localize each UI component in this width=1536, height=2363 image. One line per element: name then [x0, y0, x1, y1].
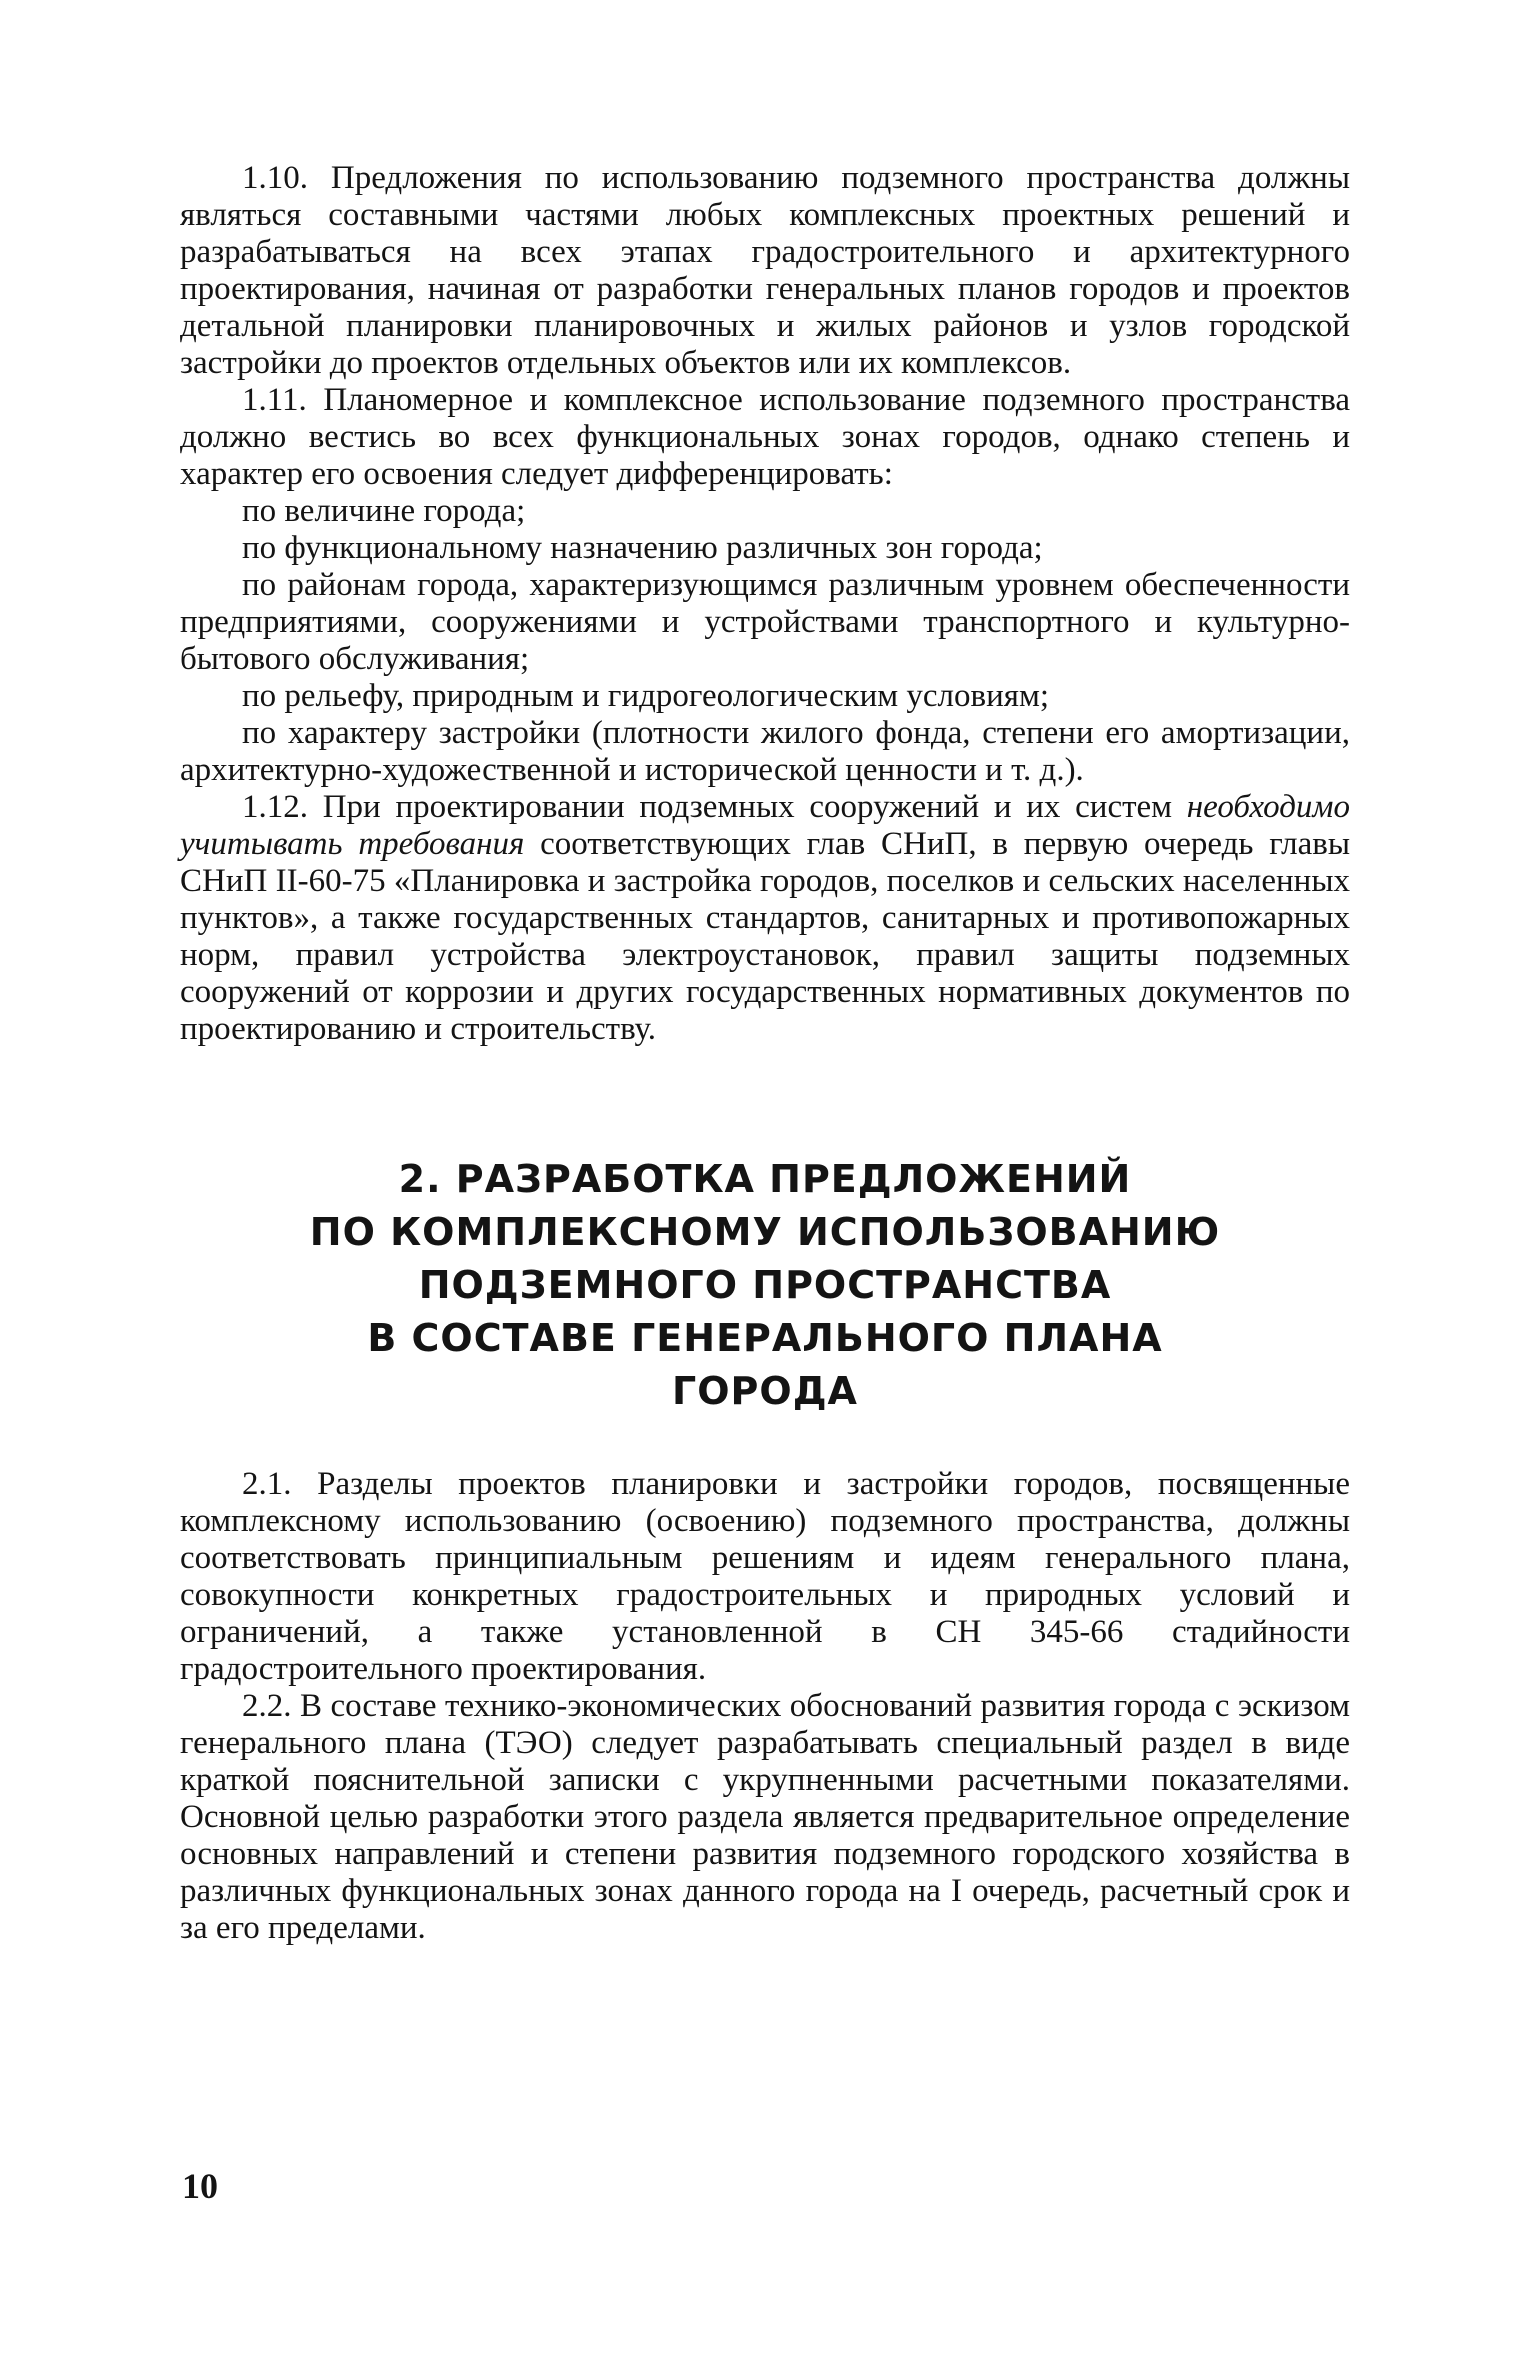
paragraph-1-12-start: 1.12. При проектировании подземных сооружений и их систем: [242, 789, 1187, 825]
paragraph-2-1: 2.1. Разделы проектов планировки и застройки городов, посвященные комплексному использованию (освоению) подземного пространства, должны соответствовать принципиальным решениям и идеям генерального плана, совокупности конкретных градостроительных и природных условий и ограничений, а также установленной в СН 345-66 стадийности градостроительного проектирования.: [180, 1466, 1350, 1687]
heading-line-2: ПО КОМПЛЕКСНОМУ ИСПОЛЬЗОВАНИЮ: [309, 1210, 1221, 1254]
heading-line-4: В СОСТАВЕ ГЕНЕРАЛЬНОГО ПЛАНА: [367, 1316, 1163, 1360]
heading-line-3: ПОДЗЕМНОГО ПРОСТРАНСТВА: [418, 1263, 1112, 1307]
list-item-districts: по районам города, характеризующимся различным уровнем обеспеченности предприятиями, сооружениями и устройствами транспортного и культурно-бытового обслуживания;: [180, 567, 1350, 677]
paragraph-1-12-end: соответствующих глав СНиП, в первую очередь главы СНиП II-60-75 «Планировка и застройка городов, поселков и сельских населенных пунктов», а также государственных стандартов, санитарных и противопожарных норм, правил устройства электроустановок, правил защиты подземных сооружений от коррозии и других государственных нормативных документов по проектированию и строительству.: [180, 826, 1350, 1047]
list-item-city-size: по величине города;: [242, 493, 526, 529]
paragraph-1-12-italic: необходимо учитывать требования: [180, 789, 1350, 862]
heading-line-1: 2. РАЗРАБОТКА ПРЕДЛОЖЕНИЙ: [398, 1157, 1132, 1201]
section-heading: [180, 1153, 1350, 1418]
paragraph-1-10: 1.10. Предложения по использованию подземного пространства должны являться составными частями любых комплексных проектных решений и разрабатываться на всех этапах градостроительного и архитектурного проектирования, начиная от разработки генеральных планов городов и проектов детальной планировки планировочных и жилых районов и узлов городской застройки до проектов отдельных объектов или их комплексов.: [180, 160, 1350, 381]
heading-line-5: ГОРОДА: [672, 1369, 858, 1413]
page-body: [180, 160, 1350, 1947]
page-number: 10: [182, 2166, 218, 2206]
list-item-function: по функциональному назначению различных зон города;: [242, 530, 1043, 566]
list-item-development: по характеру застройки (плотности жилого фонда, степени его амортизации, архитектурно-художественной и исторической ценности и т. д.).: [180, 715, 1350, 788]
paragraph-1-12: [180, 789, 1350, 1048]
list-item-relief: по рельефу, природным и гидрогеологическим условиям;: [242, 678, 1050, 714]
paragraph-2-2: 2.2. В составе технико-экономических обоснований развития города с эскизом генерального плана (ТЭО) следует разрабатывать специальный раздел в виде краткой пояснительной записки с укрупненными расчетными показателями. Основной целью разработки этого раздела является предварительное определение основных направлений и степени развития подземного городского хозяйства в различных функциональных зонах данного города на I очередь, расчетный срок и за его пределами.: [180, 1688, 1350, 1946]
paragraph-1-11: 1.11. Планомерное и комплексное использование подземного пространства должно вестись во всех функциональных зонах городов, однако степень и характер его освоения следует дифференцировать:: [180, 382, 1350, 492]
